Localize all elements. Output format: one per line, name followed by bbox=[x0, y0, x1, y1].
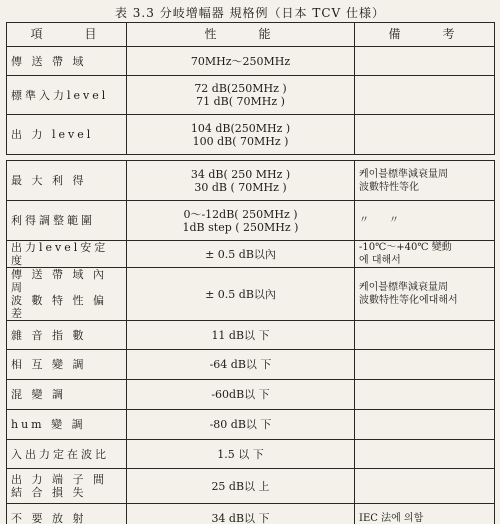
performance-cell bbox=[127, 201, 355, 241]
performance-cell-line: 25 dB以 上 bbox=[211, 479, 270, 493]
spec-table bbox=[6, 22, 495, 524]
note-cell bbox=[355, 469, 495, 504]
note-cell-line: 〃 〃 bbox=[359, 215, 399, 226]
performance-cell bbox=[127, 321, 355, 350]
performance-cell-line: -64 dB以 下 bbox=[209, 358, 272, 371]
performance-cell bbox=[127, 161, 355, 201]
table-row bbox=[7, 115, 495, 155]
performance-cell bbox=[127, 440, 355, 469]
item-cell bbox=[7, 321, 127, 350]
item-cell-line: hum 變 調 bbox=[11, 418, 86, 431]
table-row bbox=[7, 268, 495, 321]
note-cell bbox=[355, 350, 495, 380]
item-cell bbox=[7, 380, 127, 410]
performance-cell-line: 34 dB以 下 bbox=[211, 511, 270, 524]
performance-cell-line: 71 dB( 70MHz ) bbox=[196, 95, 285, 108]
item-cell bbox=[7, 76, 127, 115]
item-cell-line: 傳 送 帶 域 bbox=[11, 54, 87, 68]
performance-cell bbox=[127, 268, 355, 321]
item-cell bbox=[7, 350, 127, 380]
note-cell bbox=[355, 504, 495, 524]
item-cell bbox=[7, 268, 127, 321]
item-cell-line: 相 互 變 調 bbox=[11, 358, 87, 371]
item-cell bbox=[7, 201, 127, 241]
note-cell bbox=[355, 440, 495, 469]
performance-cell bbox=[127, 380, 355, 410]
performance-cell-line: 100 dB( 70MHz ) bbox=[192, 134, 289, 148]
performance-cell-line: 11 dB以 下 bbox=[211, 328, 270, 342]
item-cell-line: 出 力 端 子 間 bbox=[11, 473, 107, 486]
performance-cell bbox=[127, 350, 355, 380]
performance-cell-line: 70MHz～250MHz bbox=[190, 54, 291, 68]
performance-cell bbox=[127, 469, 355, 504]
note-cell bbox=[355, 76, 495, 115]
note-cell-line: -10℃～+40℃ 變動 bbox=[359, 242, 452, 253]
table-row bbox=[7, 47, 495, 76]
header-performance: 性 能 bbox=[127, 23, 355, 47]
item-cell-line: 不 要 放 射 bbox=[11, 511, 87, 524]
item-cell-line: 出力level安定度 bbox=[11, 241, 109, 267]
item-cell-line: 標準入力level bbox=[11, 88, 109, 102]
performance-cell bbox=[127, 76, 355, 115]
performance-cell-line: ± 0.5 dB以內 bbox=[205, 287, 276, 301]
item-cell-line: 利得調整範圍 bbox=[11, 214, 95, 227]
note-cell bbox=[355, 321, 495, 350]
table-title: 表 3.3 分岐增幅器 規格例（日本 TCV 仕様） bbox=[114, 6, 385, 20]
table-row bbox=[7, 440, 495, 469]
note-cell bbox=[355, 201, 495, 241]
header-note: 備 考 bbox=[355, 23, 495, 47]
note-cell bbox=[355, 115, 495, 155]
performance-cell-line: 1dB step ( 250MHz ) bbox=[182, 220, 299, 234]
note-cell bbox=[355, 380, 495, 410]
performance-cell-line: ± 0.5 dB以內 bbox=[205, 247, 276, 261]
item-cell-line: 混 變 調 bbox=[11, 388, 66, 401]
note-cell bbox=[355, 268, 495, 321]
item-cell bbox=[7, 47, 127, 76]
performance-cell-line: 72 dB(250MHz ) bbox=[194, 82, 287, 95]
item-cell bbox=[7, 410, 127, 440]
performance-cell-line: 30 dB ( 70MHz ) bbox=[194, 180, 287, 194]
item-cell-line: 入出力定在波比 bbox=[11, 447, 109, 461]
performance-cell bbox=[127, 47, 355, 76]
performance-cell bbox=[127, 115, 355, 155]
table-row bbox=[7, 410, 495, 440]
item-cell bbox=[7, 115, 127, 155]
item-cell-line: 雜 音 指 數 bbox=[11, 328, 87, 342]
item-cell bbox=[7, 469, 127, 504]
table-row bbox=[7, 241, 495, 268]
performance-cell bbox=[127, 241, 355, 268]
performance-cell-line: 1.5 以 下 bbox=[217, 447, 264, 461]
table-row bbox=[7, 161, 495, 201]
note-cell bbox=[355, 47, 495, 76]
performance-cell-line: -80 dB以 下 bbox=[209, 418, 272, 431]
item-cell-line: 最 大 利 得 bbox=[11, 174, 87, 187]
note-cell bbox=[355, 410, 495, 440]
performance-cell bbox=[127, 410, 355, 440]
item-cell bbox=[7, 440, 127, 469]
note-cell bbox=[355, 241, 495, 268]
note-cell-line: 케이블標準減衰量周 bbox=[359, 282, 448, 293]
note-cell bbox=[355, 161, 495, 201]
performance-cell-line: 34 dB( 250 MHz ) bbox=[190, 167, 291, 181]
note-cell-line: IEC 法에 의함 bbox=[359, 512, 424, 524]
note-cell-line: 케이블標準減衰量周 bbox=[359, 168, 448, 180]
performance-cell-line: 0～-12dB( 250MHz ) bbox=[183, 207, 298, 221]
item-cell bbox=[7, 504, 127, 524]
note-cell-line: 波數特性等化에대해서 bbox=[359, 295, 458, 306]
performance-cell-line: -60dB以 下 bbox=[211, 388, 270, 401]
item-cell-line: 傳 送 帶 域 內 周 bbox=[11, 268, 107, 294]
header-row bbox=[7, 23, 495, 47]
table-row bbox=[7, 321, 495, 350]
note-cell-line: 波數特性等化 bbox=[359, 181, 419, 193]
header-item: 項 目 bbox=[7, 23, 127, 47]
table-row bbox=[7, 76, 495, 115]
table-row bbox=[7, 380, 495, 410]
table-row bbox=[7, 504, 495, 524]
item-cell-line: 出 力 level bbox=[11, 128, 94, 141]
performance-cell bbox=[127, 504, 355, 524]
item-cell bbox=[7, 161, 127, 201]
table-row bbox=[7, 201, 495, 241]
note-cell-line: 에 대해서 bbox=[359, 255, 401, 266]
item-cell bbox=[7, 241, 127, 268]
item-cell-line: 波 數 特 性 偏 差 bbox=[11, 294, 107, 320]
performance-cell-line: 104 dB(250MHz ) bbox=[190, 121, 291, 135]
table-row bbox=[7, 350, 495, 380]
item-cell-line: 結 合 損 失 bbox=[11, 486, 87, 499]
table-row bbox=[7, 469, 495, 504]
